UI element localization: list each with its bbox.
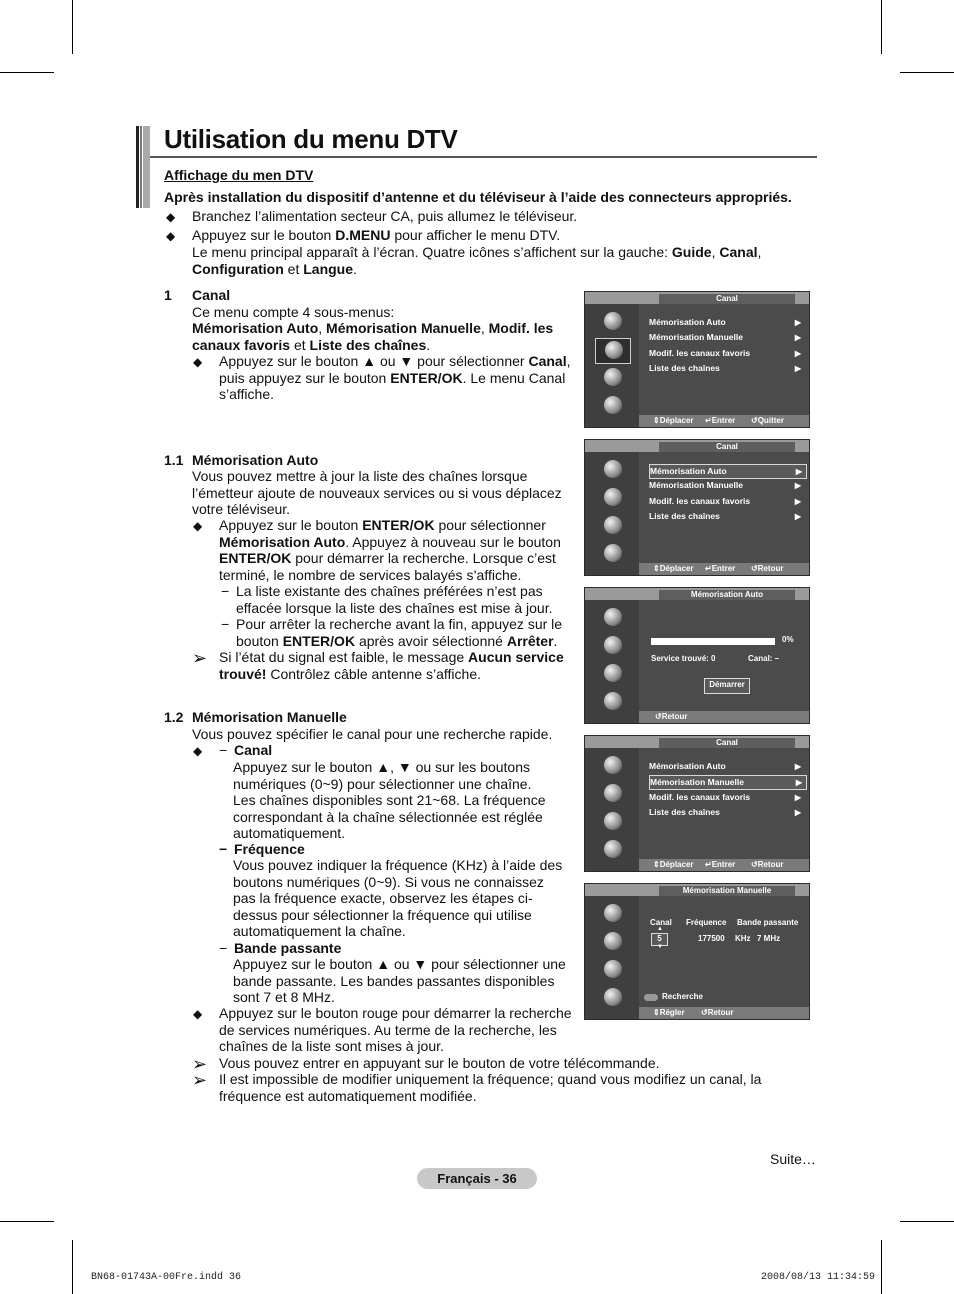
crop-mark [900,1221,954,1222]
osd-footer: ⇕ Régler ↺ Retour [639,1007,809,1019]
crop-mark [881,0,882,54]
configuration-icon [595,958,629,982]
section-1-2-heading: Mémorisation Manuelle [192,709,347,725]
section-1-1-dash-2: Pour arrêter la recherche avant la fin, appuyez sur le bouton ENTER/OK après avoir sélectionné Arrêter. [236,616,563,649]
osd-item[interactable]: Modif. les canaux favoris ▶ [649,348,801,358]
canal-icon [595,930,629,954]
osd-item-selected[interactable]: Mémorisation Auto ▶ [649,464,807,479]
osd-footer: ⇕ Déplacer ↵ Entrer ↺ Quitter [639,415,809,427]
section-1-2-para: Vous pouvez spécifier le canal pour une recherche rapide. [192,726,553,742]
title-rule [150,156,817,158]
section-1-1-para: Vous pouvez mettre à jour la liste des chaînes lorsque l’émetteur ajoute de nouveaux services ou si vous déplacez votre téléviseur. [192,468,562,517]
crop-mark [900,72,954,73]
osd-item[interactable]: Mémorisation Manuelle ▶ [649,480,801,490]
suite-label: Suite… [770,1151,816,1167]
section-1-1-heading: Mémorisation Auto [192,452,319,468]
section-1-1-dash-1: La liste existante des chaînes préférées n’est pas effacée lorsque la liste des chaînes est mise à jour. [236,583,553,616]
osd-header: Mémorisation Manuelle [659,886,795,896]
configuration-icon [595,810,629,834]
configuration-icon [595,514,629,538]
bullet-diamond: ◆ [166,229,176,243]
canal-icon [595,634,629,658]
section-1-submenus: Mémorisation Auto, Mémorisation Manuelle, Modif. les [192,320,554,336]
configuration-icon [595,662,629,686]
guide-icon [595,310,629,334]
osd-item[interactable]: Liste des chaînes ▶ [649,363,801,373]
note-arrow-icon: ➢ [192,1070,208,1090]
section-1-1-number: 1.1 [164,452,184,468]
start-button[interactable]: Démarrer [704,678,750,694]
canal-status: Canal: – [748,654,780,663]
osd-canal-manual-selected [584,735,810,872]
dash: − [221,616,230,632]
note-arrow-icon: ➢ [192,1054,208,1074]
date-info: 2008/08/13 11:34:59 [761,1272,876,1283]
crop-mark [72,0,73,54]
dash: − [221,583,230,599]
osd-item[interactable]: Mémorisation Auto ▶ [649,761,801,771]
bullet-diamond: ◆ [193,1007,203,1021]
note-2: Il est impossible de modifier uniquement la fréquence; quand vous modifiez un canal, la fréquence est automatiquement modifiée. [219,1071,762,1104]
bande-value[interactable]: 7 MHz [757,934,781,943]
bullet-diamond: ◆ [193,519,203,533]
bande-text: Appuyez sur le bouton ▲ ou ▼ pour sélectionner une bande passante. Les bandes passantes disponibles sont 7 et 8 MHz. [233,956,566,1005]
osd-item[interactable]: Liste des chaînes ▶ [649,807,801,817]
osd-footer: ⇕ Déplacer ↵ Entrer ↺ Retour [639,563,809,575]
canal-subheading: Canal [234,742,273,758]
osd-item[interactable]: Modif. les canaux favoris ▶ [649,792,801,802]
page-title: Utilisation du menu DTV [164,124,458,154]
osd-item-selected[interactable]: Mémorisation Manuelle ▶ [649,775,807,790]
frequence-value[interactable]: 177500 [698,934,725,943]
column-canal: Canal [650,918,672,927]
osd-item[interactable]: Mémorisation Auto ▶ [649,317,801,327]
crop-mark [881,1240,882,1294]
osd-canal-auto-selected [584,439,810,576]
red-button-icon[interactable] [644,994,658,1001]
crop-mark [0,72,54,73]
osd-item[interactable]: Liste des chaînes ▶ [649,511,801,521]
frequence-unit: KHz [735,934,751,943]
section-1-text: Ce menu compte 4 sous-menus: [192,304,395,320]
section-1-2-number: 1.2 [164,709,184,725]
progress-bar [651,638,775,645]
file-info: BN68-01743A-00Fre.indd 36 [91,1272,242,1283]
canal-icon [595,782,629,806]
crop-mark [0,1221,54,1222]
column-frequence: Fréquence [686,918,727,927]
canal-icon [595,486,629,510]
osd-item[interactable]: Modif. les canaux favoris ▶ [649,496,801,506]
section-1-number: 1 [164,287,172,303]
crop-mark [72,1240,73,1294]
note-arrow-icon: ➢ [192,648,208,668]
bullet-diamond: ◆ [166,210,176,224]
dash: − [219,940,228,956]
configuration-icon [595,366,629,390]
osd-header: Canal [659,738,795,748]
osd-memorisation-auto [584,587,810,724]
dash: − [219,841,228,857]
canal-value-field[interactable]: 5 [651,933,668,946]
osd-footer: ↺ Retour [639,711,809,723]
intro-bullet-2: Appuyez sur le bouton D.MENU pour afficher le menu DTV. [192,227,561,243]
section-heading: Affichage du men DTV [164,167,314,183]
down-arrow-icon[interactable]: ▼ [657,944,663,950]
frequence-text: Vous pouvez indiquer la fréquence (KHz) à l’aide des boutons numériques (0~9). Si vous ne connaissez pas la fréquence exacte, observez les étapes ci- dessus pour sélectionner la fréquence qui utilise automatiquement la chaîne. [233,857,563,939]
langue-icon [595,838,629,862]
langue-icon [595,986,629,1010]
section-1-bullet: Appuyez sur le bouton ▲ ou ▼ pour sélectionner Canal, puis appuyez sur le bouton ENTER/OK. Le menu Canal s’affiche. [219,353,571,402]
guide-icon [595,606,629,630]
guide-icon [595,754,629,778]
osd-item[interactable]: Mémorisation Manuelle ▶ [649,332,801,342]
osd-header: Mémorisation Auto [659,590,795,600]
page-number-pill: Français - 36 [417,1168,537,1189]
section-1-heading: Canal [192,287,231,303]
recherche-label: Recherche [662,992,703,1001]
guide-icon [595,458,629,482]
intro-bullet-1: Branchez l’alimentation secteur CA, puis allumez le téléviseur. [192,208,578,224]
frequence-subheading: Fréquence [234,841,305,857]
intro-text: Après installation du dispositif d’antenne et du téléviseur à l’aide des connecteurs appropriés. [164,189,792,205]
progress-percent: 0% [782,635,794,644]
column-bande: Bande passante [737,918,799,927]
title-bar-decoration [136,126,150,208]
section-1-submenus-2: canaux favoris et Liste des chaînes. [192,337,431,353]
osd-memorisation-manuelle [584,883,810,1020]
osd-header: Canal [659,294,795,304]
bande-subheading: Bande passante [234,940,342,956]
canal-text: Appuyez sur le bouton ▲, ▼ ou sur les boutons numériques (0~9) pour sélectionner une chaîne. Les chaînes disponibles sont 21~68. La fréquence correspondant à la chaîne sélectionnée est réglée automatiquement. [233,759,546,841]
section-1-1-note: Si l’état du signal est faible, le message Aucun service trouvé! Contrôlez câble antenne s’affiche. [219,649,564,682]
note-1: Vous pouvez entrer en appuyant sur le bouton de votre télécommande. [219,1055,660,1071]
dash: − [219,742,228,758]
langue-icon [595,542,629,566]
section-1-1-bullet: Appuyez sur le bouton ENTER/OK pour sélectionner Mémorisation Auto. Appuyez à nouveau sur le bouton ENTER/OK pour démarrer la recherche. Lorsque c’est terminé, le nombre de services balayés s’affiche. [219,517,561,583]
osd-header: Canal [659,442,795,452]
red-button-bullet: Appuyez sur le bouton rouge pour démarrer la recherche de services numériques. Au terme de la recherche, les chaînes de la liste sont mises à jour. [219,1005,572,1054]
langue-icon [595,690,629,714]
up-arrow-icon[interactable]: ▲ [657,926,663,932]
bullet-diamond: ◆ [193,744,203,758]
bullet-diamond: ◆ [193,355,203,369]
intro-bullet-3: Le menu principal apparaît à l’écran. Quatre icônes s’affichent sur la gauche: Guide, Canal, Configuration et Langue. [192,244,762,277]
osd-canal-menu [584,291,810,428]
service-found: Service trouvé: 0 [651,654,716,663]
canal-icon[interactable] [595,338,631,364]
guide-icon [595,902,629,926]
osd-footer: ⇕ Déplacer ↵ Entrer ↺ Retour [639,859,809,871]
langue-icon [595,394,629,418]
